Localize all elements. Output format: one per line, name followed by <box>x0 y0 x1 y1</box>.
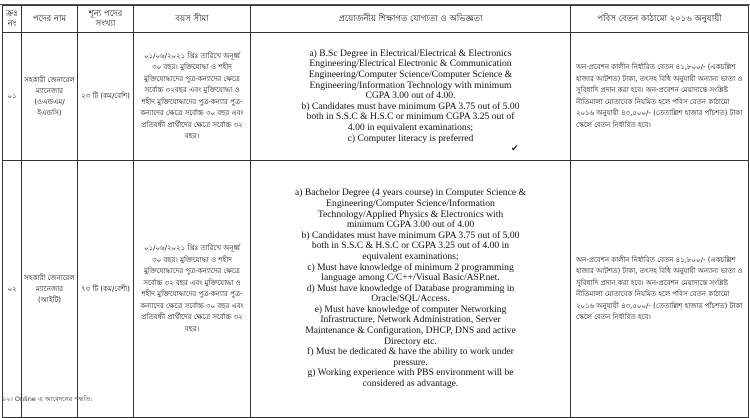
post-name-cell: সহকারী জেনারেল ম্যানেজার (আইটি) <box>22 161 78 418</box>
header-vacancies: শূন্য পদের সংখ্যা <box>78 6 134 33</box>
header-pay-scale: পবিস বেতন কাঠামো ২০১৬ অনুযায়ী <box>571 6 749 33</box>
qualification-cell <box>251 33 571 161</box>
qualification-line: d) Must have knowledge of Database programming in <box>306 282 515 294</box>
qualification-line: a) Bachelor Degree (4 years course) in Computer Science & <box>295 187 526 199</box>
qualification-line: Infrastructure, Network Administration, Server <box>320 314 501 326</box>
qualification-line: Engineering/Electrical Electronic & Communication <box>309 58 512 70</box>
qualification-line: b) Candidates must have minimum GPA 3.75 out of 5.00 <box>301 100 520 112</box>
qualification-line: CGPA 3.00 out of 4.00. <box>365 90 456 102</box>
age-limit-cell: ০১/০৬/২০২১ খ্রিঃ তারিখে অনূর্ধ্ব ৩০ বছর। মুক্তিযোদ্ধা ও শহীদ মুক্তিযোদ্ধাদের পুত্র-কন্যাদের ক্ষেত্রে সর্বোচ্চ ৩২ বছর এবং মুক্তিযোদ্ধা ও শহীদ মুক্তিযোদ্ধাদের পুত্র-কন্যার পুত্র-কন্যাদের ক্ষেত্রে সর্বোচ্চ ৩০ বছর এবং প্রতিবন্ধী প্রার্থীদের ক্ষেত্রে সর্বোচ্চ ৩২ বছর। <box>134 161 251 418</box>
table-header-row <box>3 6 749 33</box>
qualification-line: Engineering/Computer Science/Information <box>326 197 495 209</box>
qualification-line: 4.00 in equivalent examinations; <box>347 121 474 133</box>
qualification-line: pressure. <box>393 356 428 368</box>
serial-cell: ০১ <box>3 33 22 161</box>
header-qualification: প্রয়োজনীয় শিক্ষাগত যোগ্যতা ও অভিজ্ঞতা <box>251 6 571 33</box>
job-vacancy-table <box>2 5 749 418</box>
qualification-line: Technology/Applied Physics & Electronics with <box>317 208 504 220</box>
qualification-line: Oracle/SQL/Access. <box>371 293 450 305</box>
header-post-name: পদের নাম <box>22 6 78 33</box>
age-limit-cell: ০১/০৬/২০২১ খ্রিঃ তারিখে অনূর্ধ্ব ৩০ বছর। মুক্তিযোদ্ধা ও শহীদ মুক্তিযোদ্ধাদের পুত্র-কন্যাদের ক্ষেত্রে সর্বোচ্চ ৩২বছর এবং মুক্তিযোদ্ধা ও শহীদ মুক্তিযোদ্ধাদের পুত্র-কন্যার পুত্র-কন্যাদের ক্ষেত্রে সর্বোচ্চ ৩০ বছর এবং প্রতিবন্ধী প্রার্থীদের ক্ষেত্রে সর্বোচ্চ ৩২ বছর। <box>134 33 251 161</box>
qualification-line: equivalent examinations; <box>362 250 459 262</box>
qualification-line: language among C/C++/Visual Basic/ASP.net. <box>321 272 500 284</box>
qualification-cell <box>251 161 571 418</box>
vacancies-cell: ২৩ টি (কম/বেশি) <box>78 33 134 161</box>
qualification-line: Maintenance & Configuration, DHCP, DNS and active <box>305 325 516 337</box>
qualification-line: considered as advantage. <box>362 378 459 390</box>
pay-scale-cell: অন-প্রবেশন কালীন নির্ধারিত বেতন ৪১,৮০০/- (একচল্লিশ হাজার আটশত) টাকা, তৎসহ বিধি অনুযায়ী অন্যান্য ভাতা ও সুবিধাদি প্রদান করা হবে। অন-প্রবেশন মেয়াদান্তে সংশ্লিষ্ট নীতিমালা মোতাবেক নিয়মিত হলে পবিস বেতন কাঠামো ২০১৬ অনুযায়ী ৪৩,৫০০/- (তেতাল্লিশ হাজার পাঁচশত) টাকা স্কেলে বেতন নির্ধারিত হবে। <box>571 161 749 418</box>
vacancies-cell: ৭৩ টি (কম/বেশী) <box>78 161 134 418</box>
serial-cell: ০২ <box>3 161 22 418</box>
header-age-limit: বয়স সীমা <box>134 6 251 33</box>
qualification-line: c) Computer literacy is preferred <box>347 132 474 144</box>
qualification-line: f) Must be dedicated & have the ability to work under <box>307 346 514 358</box>
qualification-line: b) Candidates must have minimum GPA 3.75 out of 5.00 <box>301 229 520 241</box>
pen-mark: ✔ <box>511 143 519 153</box>
header-serial: ক্রঃ নং <box>3 6 22 33</box>
table-row <box>3 33 749 161</box>
qualification-line: Engineering/Information Technology with minimum <box>309 79 512 91</box>
qualification-line: c) Must have knowledge of minimum 2 programming <box>307 261 514 273</box>
qualification-line: minimum CGPA 3.00 out of 4.00 <box>346 219 475 231</box>
qualification-line: Directory etc. <box>384 335 437 347</box>
qualification-line: g) Working experience with PBS environment will be <box>307 367 514 379</box>
pay-scale-cell: অন-প্রবেশন কালীন নির্ধারিত বেতন ৪১,৮০০/- (একচল্লিশ হাজার আটশত) টাকা, তৎসহ বিধি অনুযায়ী অন্যান্য ভাতা ও সুবিধাদি প্রদান করা হবে। অন-প্রবেশন মেয়াদান্তে সংশ্লিষ্ট নীতিমালা মোতাবেক নিয়মিত হলে পবিস বেতন কাঠামো ২০১৬ অনুযায়ী ৪৩,৫০০/- (তেতাল্লিশ হাজার পাঁচশত) টাকা স্কেলে বেতন নির্ধারিত হবে। <box>571 33 749 161</box>
footnote: ০২। Online এ আবেদনের পদ্ধতি: <box>2 395 93 403</box>
qualification-line: both in S.S.C & H.S.C or CGPA 3.25 out of 4.00 in <box>311 240 510 252</box>
qualification-line: Engineering/Computer Science/Computer Science & <box>308 69 513 81</box>
qualification-line: both in S.S.C & H.S.C or minimum CGPA 3.25 out of <box>306 111 515 123</box>
qualification-line: e) Must have knowledge of computer Networking <box>314 303 507 315</box>
qualification-line: a) B.Sc Degree in Electrical/Electrical & Electronics <box>309 47 512 59</box>
table-row <box>3 161 749 418</box>
post-name-cell: সহকারী জেনারেল ম্যানেজার (ওএন্ডএম/ ইএন্ডসি) <box>22 33 78 161</box>
